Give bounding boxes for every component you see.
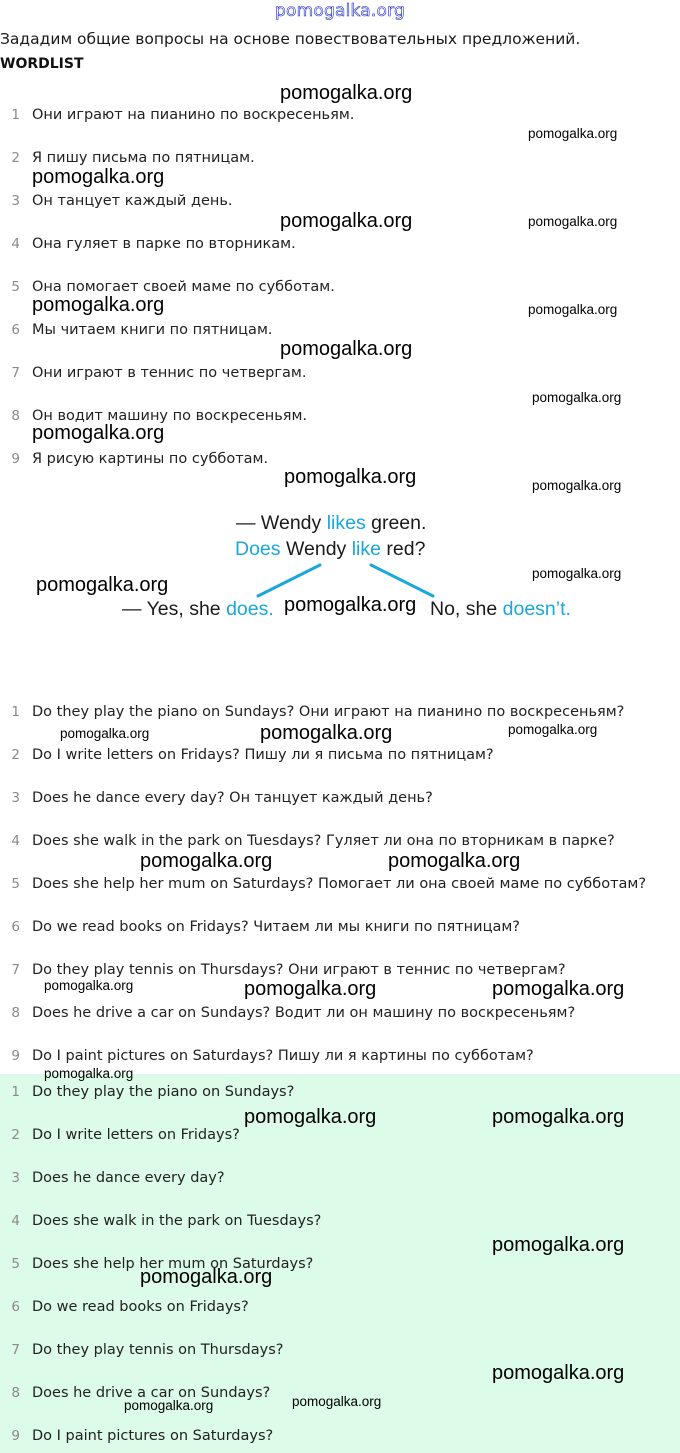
item-text: Do I write letters on Fridays? Пишу ли я письма по пятницам? — [32, 747, 494, 763]
question-end: red? — [380, 538, 426, 560]
item-number: 9 — [11, 1048, 20, 1064]
item-text: Do I write letters on Fridays? — [32, 1127, 240, 1143]
item-number: 3 — [11, 790, 20, 806]
watermark: pomogalka.org — [284, 594, 417, 616]
item-text: Она помогает своей маме по субботам. — [32, 279, 335, 295]
list-item — [0, 1339, 283, 1361]
watermark: pomogalka.org — [492, 1106, 625, 1128]
connector-line-yes — [258, 565, 320, 596]
item-number: 7 — [11, 1342, 20, 1358]
watermark: pomogalka.org — [280, 210, 413, 232]
item-text: Does she walk in the park on Tuesdays? Гуляет ли она по вторникам в парке? — [32, 833, 615, 849]
item-text: Мы читаем книги по пятницам. — [32, 322, 273, 338]
item-text: Does she help her mum on Saturdays? — [32, 1256, 314, 1272]
list-item — [0, 916, 520, 938]
example-answer-no — [430, 598, 571, 621]
example-question — [235, 538, 425, 561]
list-item — [0, 830, 615, 852]
example-answer-yes — [122, 598, 274, 621]
item-number: 6 — [11, 919, 20, 935]
item-number: 8 — [11, 1005, 20, 1021]
watermark: pomogalka.org — [532, 478, 622, 493]
item-number: 4 — [11, 833, 20, 849]
item-number: 3 — [11, 1170, 20, 1186]
item-number: 1 — [11, 107, 20, 123]
item-number: 6 — [11, 322, 20, 338]
item-text: Они играют на пианино по воскресеньям. — [32, 107, 355, 123]
statement-start: — Wendy — [236, 512, 327, 534]
item-number: 1 — [11, 1084, 20, 1100]
watermark: pomogalka.org — [528, 126, 618, 141]
item-text: Do they play the piano on Sundays? Они играют на пианино по воскресеньям? — [32, 704, 625, 720]
watermark: pomogalka.org — [44, 978, 134, 993]
question-auxiliary: Does — [235, 538, 281, 560]
item-number: 7 — [11, 365, 20, 381]
watermark: pomogalka.org — [492, 978, 625, 1000]
answer-yes-start: — Yes, she — [122, 598, 227, 620]
watermark: pomogalka.org — [140, 1266, 273, 1288]
item-number: 8 — [11, 1385, 20, 1401]
item-number: 2 — [11, 150, 20, 166]
watermark: pomogalka.org — [32, 422, 165, 444]
list-item — [0, 1167, 225, 1189]
item-number: 2 — [11, 1127, 20, 1143]
watermark: pomogalka.org — [528, 214, 618, 229]
watermark: pomogalka.org — [528, 302, 618, 317]
item-text: Do I paint pictures on Saturdays? Пишу ли я картины по субботам? — [32, 1048, 534, 1064]
watermark: pomogalka.org — [244, 978, 377, 1000]
item-text: Он водит машину по воскресеньям. — [32, 408, 308, 424]
list-item — [0, 1296, 249, 1318]
example-statement — [236, 512, 426, 535]
list-item — [0, 1081, 294, 1103]
item-number: 7 — [11, 962, 20, 978]
item-text: Они играют в теннис по четвергам. — [32, 365, 307, 381]
watermark: pomogalka.org — [36, 574, 169, 596]
list-item — [0, 701, 624, 723]
item-text: Do they play the piano on Sundays? — [32, 1084, 295, 1100]
item-text: Does he drive a car on Sundays? Водит ли он машину по воскресеньям? — [32, 1005, 576, 1021]
item-number: 1 — [11, 704, 20, 720]
item-text: Does he drive a car on Sundays? — [32, 1385, 271, 1401]
watermark: pomogalka.org — [140, 850, 273, 872]
connector-line-no — [371, 565, 433, 596]
watermark: pomogalka.org — [508, 722, 598, 737]
watermark: pomogalka.org — [280, 338, 413, 360]
list-item — [0, 1045, 534, 1067]
site-header-logo[interactable]: pomogalka.org — [275, 1, 405, 21]
list-item — [0, 787, 433, 809]
list-item — [0, 744, 494, 766]
item-number: 5 — [11, 279, 20, 295]
watermark: pomogalka.org — [260, 722, 393, 744]
item-text: Я пишу письма по пятницам. — [32, 150, 255, 166]
watermark: pomogalka.org — [32, 294, 165, 316]
statement-end: green. — [365, 512, 427, 534]
watermark: pomogalka.org — [280, 82, 413, 104]
watermark: pomogalka.org — [492, 1234, 625, 1256]
watermark: pomogalka.org — [492, 1362, 625, 1384]
watermark: pomogalka.org — [388, 850, 521, 872]
item-number: 9 — [11, 451, 20, 467]
watermark: pomogalka.org — [532, 566, 622, 581]
watermark: pomogalka.org — [532, 390, 622, 405]
item-text: Я рисую картины по субботам. — [32, 451, 269, 467]
statement-verb: likes — [326, 512, 366, 534]
item-text: Do we read books on Fridays? Читаем ли мы книги по пятницам? — [32, 919, 520, 935]
item-number: 9 — [11, 1428, 20, 1444]
item-text: Does she help her mum on Saturdays? Помогает ли она своей маме по субботам? — [32, 876, 647, 892]
item-text: Он танцует каждый день. — [32, 193, 233, 209]
item-text: Do I paint pictures on Saturdays? — [32, 1428, 274, 1444]
item-number: 3 — [11, 193, 20, 209]
item-number: 6 — [11, 1299, 20, 1315]
wordlist-label: WORDLIST — [0, 56, 84, 72]
item-text: Она гуляет в парке по вторникам. — [32, 236, 296, 252]
item-text: Do they play tennis on Thursdays? — [32, 1342, 284, 1358]
answer-yes-aux: does. — [226, 598, 274, 620]
watermark: pomogalka.org — [292, 1394, 382, 1409]
watermark: pomogalka.org — [244, 1106, 377, 1128]
watermark: pomogalka.org — [32, 166, 165, 188]
list-item — [0, 1002, 575, 1024]
item-number: 5 — [11, 876, 20, 892]
answer-no-start: No, she — [430, 598, 503, 620]
item-text: Does she walk in the park on Tuesdays? — [32, 1213, 322, 1229]
item-number: 5 — [11, 1256, 20, 1272]
item-number: 4 — [11, 1213, 20, 1229]
task-instruction: Зададим общие вопросы на основе повествовательных предложений. — [0, 30, 581, 48]
list-item — [0, 1210, 321, 1232]
item-number: 4 — [11, 236, 20, 252]
list-item — [0, 873, 646, 895]
watermark: pomogalka.org — [44, 1066, 134, 1081]
answer-no-aux: doesn’t. — [502, 598, 571, 620]
item-text: Do we read books on Fridays? — [32, 1299, 249, 1315]
item-text: Do they play tennis on Thursdays? Они играют в теннис по четвергам? — [32, 962, 566, 978]
question-verb: like — [351, 538, 381, 560]
item-number: 8 — [11, 408, 20, 424]
question-subject: Wendy — [280, 538, 352, 560]
watermark: pomogalka.org — [60, 726, 150, 741]
item-number: 2 — [11, 747, 20, 763]
list-item — [0, 1425, 273, 1447]
item-text: Does he dance every day? Он танцует каждый день? — [32, 790, 433, 806]
watermark: pomogalka.org — [124, 1398, 214, 1413]
item-text: Does he dance every day? — [32, 1170, 225, 1186]
list-item — [0, 1124, 240, 1146]
watermark: pomogalka.org — [284, 466, 417, 488]
